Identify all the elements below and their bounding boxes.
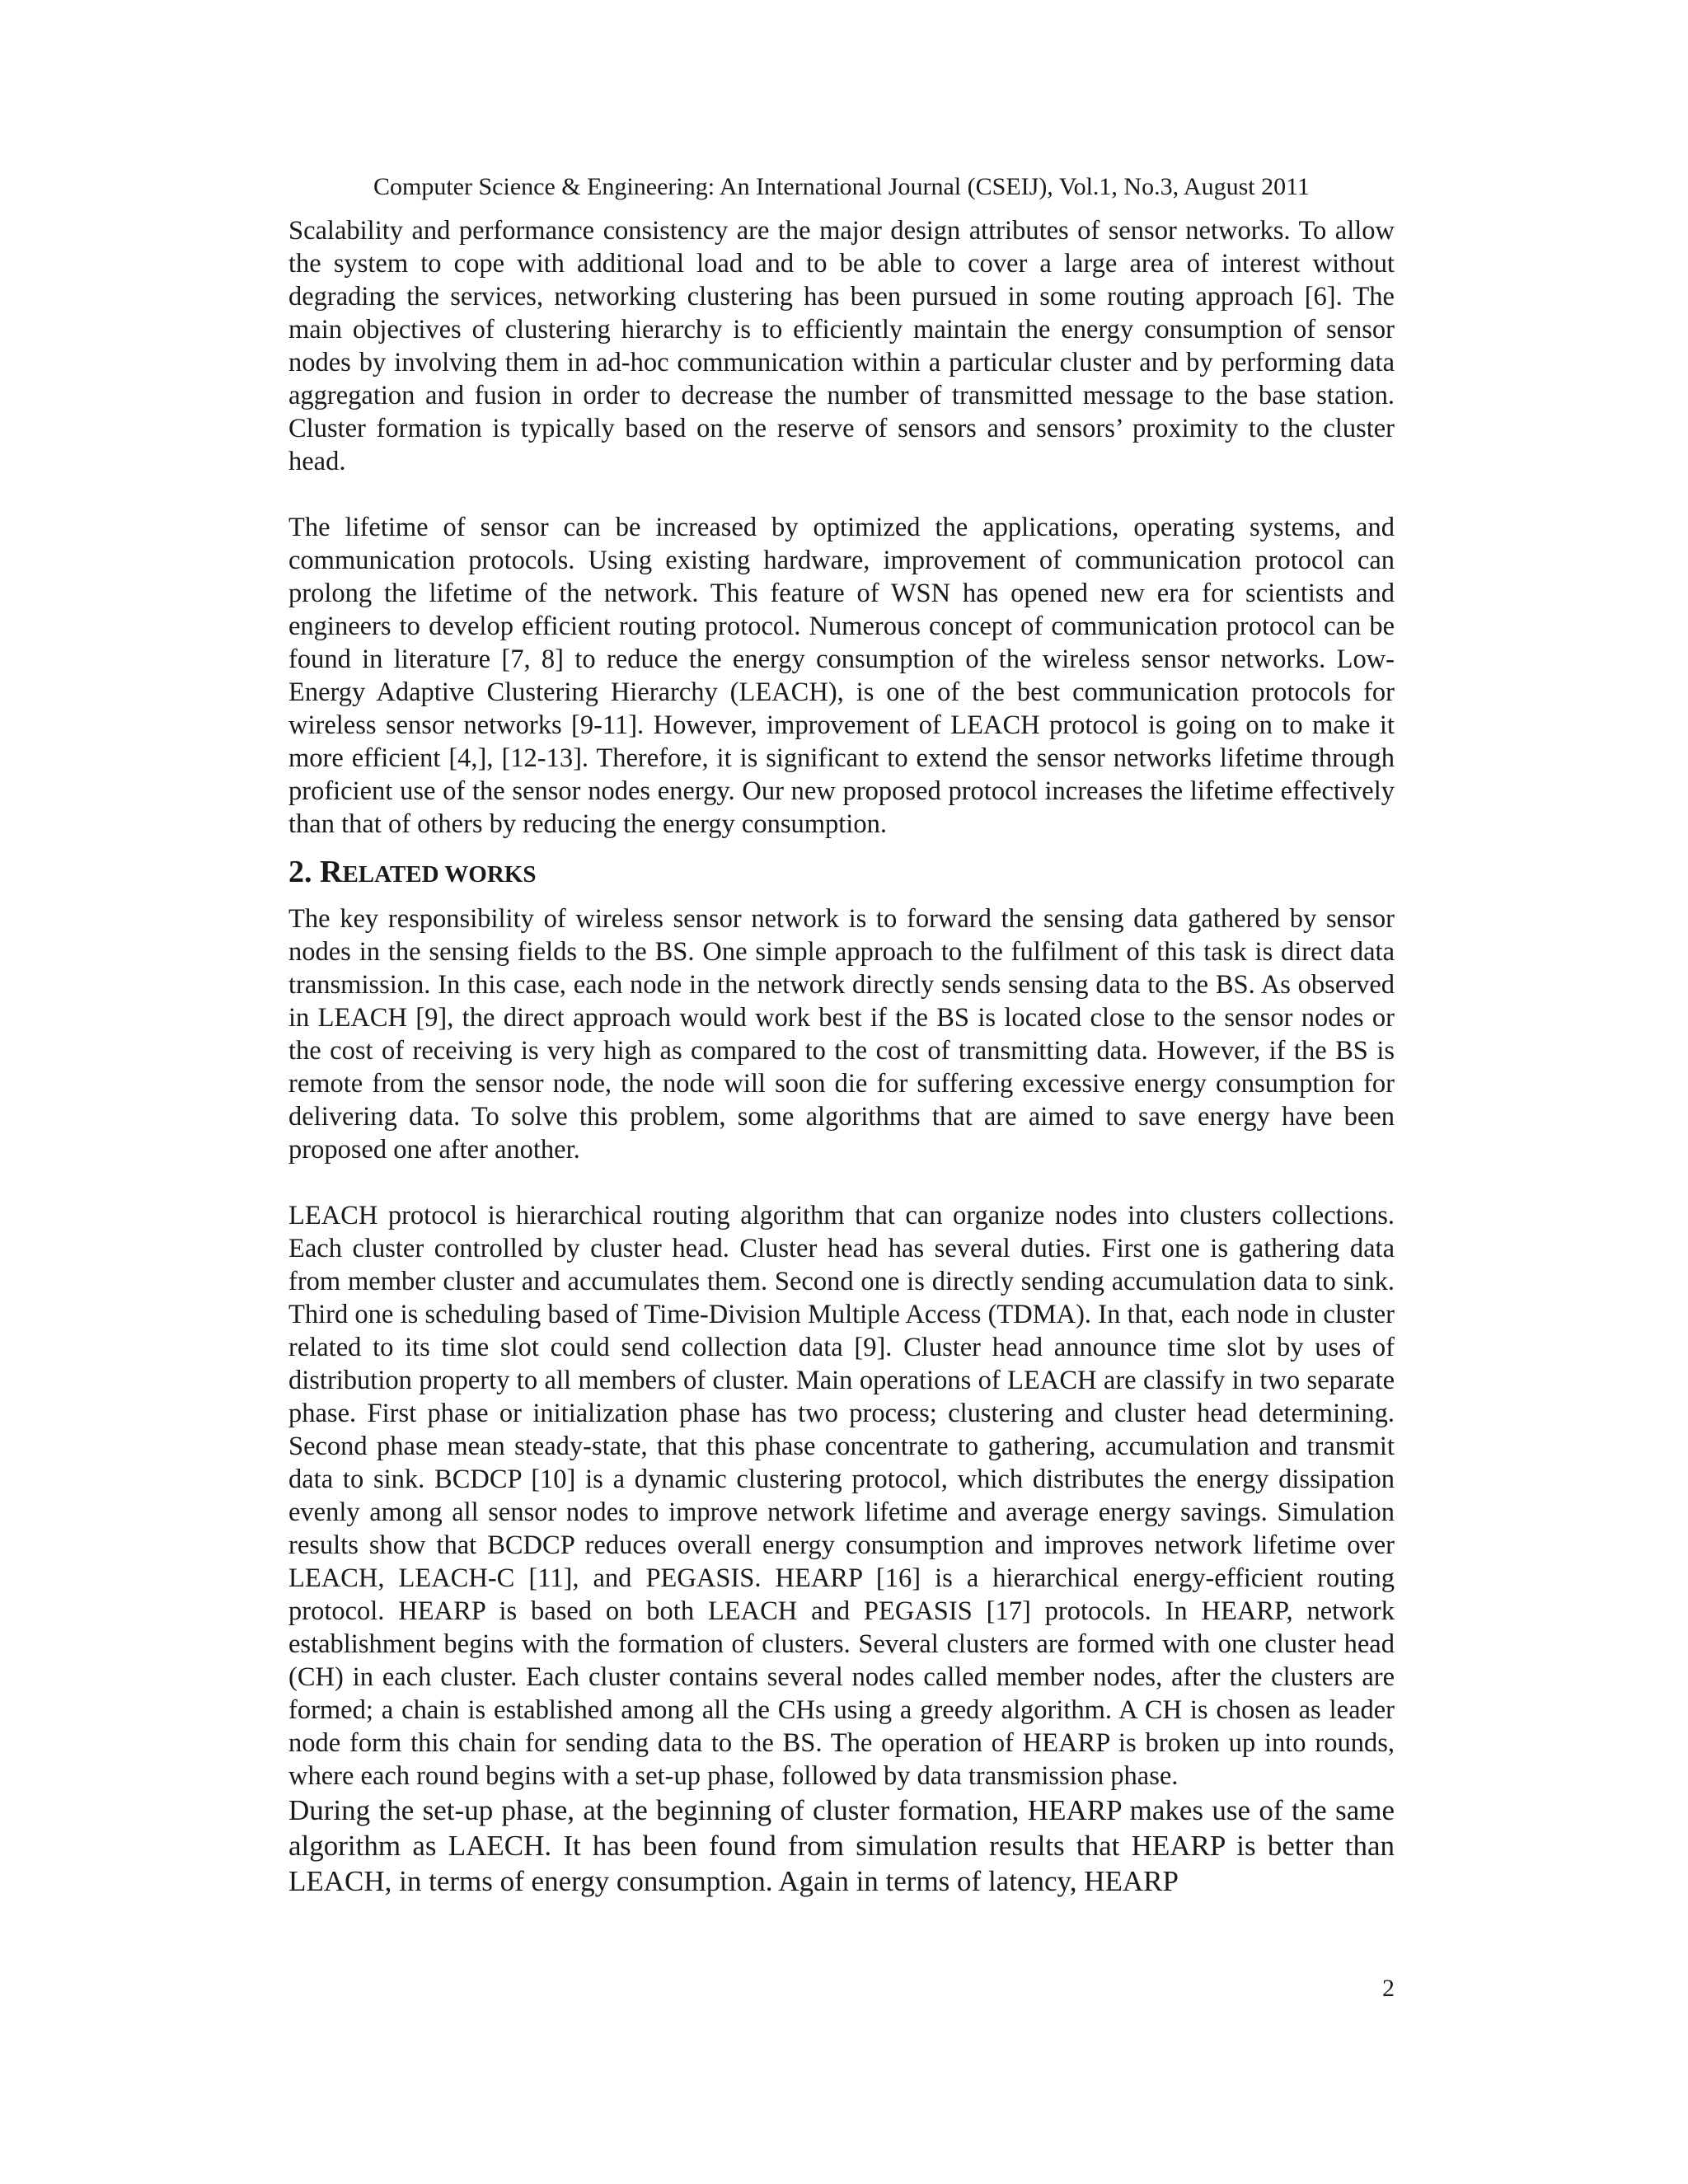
section-heading — [288, 852, 1395, 894]
related-paragraph-2: LEACH protocol is hierarchical routing algorithm that can organize nodes into clusters collections. Each cluster controlled by cluster head. Cluster head has several duties. First one is gathering data from member cluster and accumulates them. Second one is directly sending accumulation data to sink. Third one is scheduling based of Time-Division Multiple Access (TDMA). In that, each node in cluster related to its time slot could send collection data [9]. Cluster head announce time slot by uses of distribution property to all members of cluster. Main operations of LEACH are classify in two separate phase. First phase or initialization phase has two process; clustering and cluster head determining. Second phase mean steady-state, that this phase concentrate to gathering, accumulation and transmit data to sink. BCDCP [10] is a dynamic clustering protocol, which distributes the energy dissipation evenly among all sensor nodes to improve network lifetime and average energy savings. Simulation results show that BCDCP reduces overall energy consumption and improves network lifetime over LEACH, LEACH-C [11], and PEGASIS. HEARP [16] is a hierarchical energy-efficient routing protocol. HEARP is based on both LEACH and PEGASIS [17] protocols. In HEARP, network establishment begins with the formation of clusters. Several clusters are formed with one cluster head (CH) in each cluster. Each cluster contains several nodes called member nodes, after the clusters are formed; a chain is established among all the CHs using a greedy algorithm. A CH is chosen as leader node form this chain for sending data to the BS. The operation of HEARP is broken up into rounds, where each round begins with a set-up phase, followed by data transmission phase. — [288, 1201, 1395, 1791]
intro-paragraph-2: The lifetime of sensor can be increased by optimized the applications, operating systems, and communication protocols. Using existing hardware, improvement of communication protocol can prolong the lifetime of the network. This feature of WSN has opened new era for scientists and engineers to develop efficient routing protocol. Numerous concept of communication protocol can be found in literature [7, 8] to reduce the energy consumption of the wireless sensor networks. Low-Energy Adaptive Clustering Hierarchy (LEACH), is one of the best communication protocols for wireless sensor networks [9-11]. However, improvement of LEACH protocol is going on to make it more efficient [4,], [12-13]. Therefore, it is significant to extend the sensor networks lifetime through proficient use of the sensor nodes energy. Our new proposed protocol increases the lifetime effectively than that of others by reducing the energy consumption. — [288, 513, 1395, 839]
page-number: 2 — [1382, 1975, 1395, 2002]
section-title-initial: R — [320, 855, 343, 889]
intro-paragraph-1: Scalability and performance consistency are the major design attributes of sensor networks. To allow the system to cope with additional load and to be able to cover a large area of interest without degrading the services, networking clustering has been pursued in some routing approach [6]. The main objectives of clustering hierarchy is to efficiently maintain the energy consumption of sensor nodes by involving them in ad-hoc communication within a particular cluster and by performing data aggregation and fusion in order to decrease the number of transmitted message to the base station. Cluster formation is typically based on the reserve of sensors and sensors’ proximity to the cluster head. — [288, 216, 1395, 476]
related-paragraph-2-continued: During the set-up phase, at the beginning of cluster formation, HEARP makes use of the same algorithm as LAECH. It has been found from simulation results that HEARP is better than LEACH, in terms of energy consumption. Again in terms of latency, HEARP — [288, 1794, 1395, 1897]
page-content — [288, 171, 1395, 1899]
section-title-rest: ELATED WORKS — [342, 861, 537, 888]
section-number: 2. — [288, 855, 312, 889]
running-header: Computer Science & Engineering: An International Journal (CSEIJ), Vol.1, No.3, August 2011 — [373, 173, 1310, 200]
related-paragraph-1: The key responsibility of wireless sensor network is to forward the sensing data gathered by sensor nodes in the sensing fields to the BS. One simple approach to the fulfilment of this task is direct data transmission. In this case, each node in the network directly sends sensing data to the BS. As observed in LEACH [9], the direct approach would work best if the BS is located close to the sensor nodes or the cost of receiving is very high as compared to the cost of transmitting data. However, if the BS is remote from the sensor node, the node will soon die for suffering excessive energy consumption for delivering data. To solve this problem, some algorithms that are aimed to save energy have been proposed one after another. — [288, 904, 1395, 1165]
